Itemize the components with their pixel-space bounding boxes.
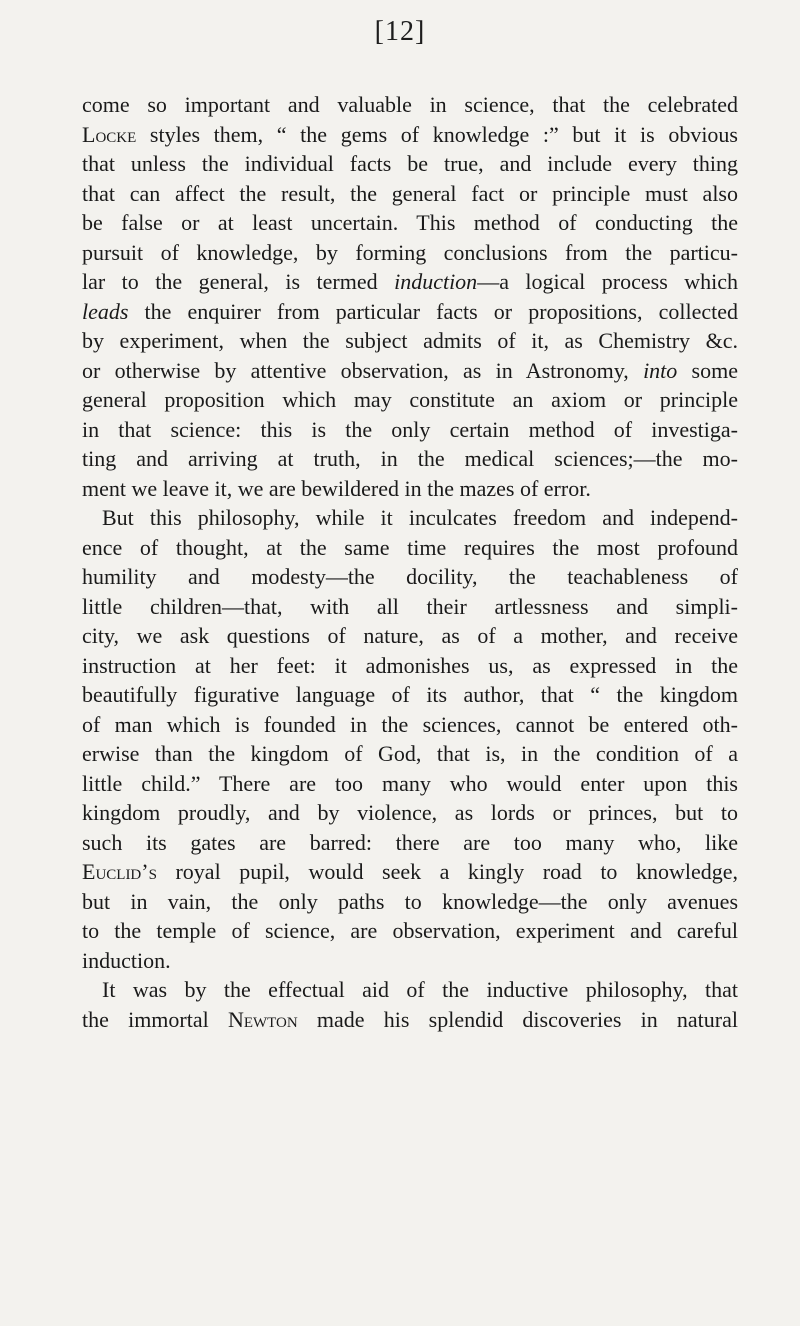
text-run: by experiment, when the subject admits of it, as Chemistry &c. xyxy=(82,328,738,353)
text-run: little children—that, with all their artlessness and simpli- xyxy=(82,593,738,619)
text-run: royal pupil, would seek a kingly road to knowledge, xyxy=(156,859,738,884)
text-line xyxy=(82,680,738,710)
text-run: come so important and valuable in science, that the celebrated xyxy=(82,92,738,117)
text-line xyxy=(82,533,738,563)
proper-name: Locke xyxy=(82,121,137,147)
text-line xyxy=(82,297,738,327)
text-run: ting and arriving at truth, in the medical sciences;—the mo- xyxy=(82,446,738,471)
text-line xyxy=(82,474,738,504)
emphasis-text: leads xyxy=(82,298,129,324)
body-text xyxy=(82,90,738,1034)
page-number: [12] xyxy=(374,16,426,47)
text-run: ment we leave it, we are bewildered in the mazes of error. xyxy=(82,475,591,501)
text-run: the immortal xyxy=(82,1006,228,1032)
text-run: that unless the individual facts be true, and include every thing xyxy=(82,151,738,176)
text-run: erwise than the kingdom of God, that is, in the condition of a xyxy=(82,741,738,766)
proper-name: Newton xyxy=(227,1006,298,1032)
text-line xyxy=(82,739,738,769)
text-line xyxy=(82,651,738,681)
text-line xyxy=(82,798,738,828)
text-run: be false or at least uncertain. This method of conducting the xyxy=(82,210,738,235)
text-run: little child.” There are too many who would enter upon this xyxy=(82,770,738,796)
text-run: lar to the general, is termed xyxy=(82,269,395,294)
text-run: —a logical process which xyxy=(477,269,739,294)
text-run: some xyxy=(677,357,738,383)
text-line xyxy=(82,975,738,1005)
text-run: beautifully figurative language of its author, that “ the kingdom xyxy=(82,682,738,707)
text-run: instruction at her feet: it admonishes us, as expressed in the xyxy=(82,652,738,678)
text-line xyxy=(82,208,738,238)
emphasis-text: into xyxy=(643,357,678,383)
text-run: such its gates are barred: there are too many who, like xyxy=(82,829,738,855)
text-line xyxy=(82,385,738,415)
proper-name: Euclid’s xyxy=(82,859,157,884)
text-line xyxy=(82,503,738,533)
text-run: ence of thought, at the same time requires the most profound xyxy=(82,534,738,560)
text-line xyxy=(82,267,738,297)
text-line xyxy=(82,356,738,386)
text-line xyxy=(82,946,738,976)
text-line xyxy=(82,916,738,946)
text-run: pursuit of knowledge, by forming conclusions from the particu- xyxy=(82,239,738,265)
text-run: that can affect the result, the general fact or principle must also xyxy=(82,180,738,206)
text-run: kingdom proudly, and by violence, as lords or princes, but to xyxy=(82,800,738,825)
text-run: humility and modesty—the docility, the teachableness of xyxy=(82,564,738,589)
text-run: city, we ask questions of nature, as of a mother, and receive xyxy=(82,623,738,648)
text-line xyxy=(82,828,738,858)
text-run: but in vain, the only paths to knowledge—the only avenues xyxy=(82,888,738,914)
text-run: the enquirer from particular facts or propositions, collected xyxy=(128,298,738,324)
text-run: styles them, “ the gems of knowledge :” but it is obvious xyxy=(136,121,738,147)
emphasis-text: induction xyxy=(394,269,478,294)
text-run: or otherwise by attentive observation, as in Astronomy, xyxy=(82,357,644,383)
text-line xyxy=(82,710,738,740)
text-run: to the temple of science, are observation, experiment and careful xyxy=(82,918,738,943)
text-line xyxy=(82,149,738,179)
text-line xyxy=(82,1005,738,1035)
text-line xyxy=(82,238,738,268)
text-run: general proposition which may constitute an axiom or principle xyxy=(82,387,738,412)
text-line xyxy=(82,90,738,120)
text-run: It was by the effectual aid of the inductive philosophy, that xyxy=(102,977,738,1002)
text-line xyxy=(82,887,738,917)
text-line xyxy=(82,562,738,592)
text-line xyxy=(82,444,738,474)
text-run: of man which is founded in the sciences, cannot be entered oth- xyxy=(82,711,738,737)
text-line xyxy=(82,592,738,622)
text-line xyxy=(82,621,738,651)
text-run: made his splendid discoveries in natural xyxy=(297,1006,738,1032)
text-line xyxy=(82,415,738,445)
text-run: induction. xyxy=(82,947,171,973)
text-line xyxy=(82,769,738,799)
text-line xyxy=(82,120,738,150)
text-line xyxy=(82,326,738,356)
text-line xyxy=(82,857,738,887)
text-run: in that science: this is the only certain method of investiga- xyxy=(82,416,738,442)
text-run: But this philosophy, while it inculcates freedom and independ- xyxy=(102,505,738,530)
text-line xyxy=(82,179,738,209)
